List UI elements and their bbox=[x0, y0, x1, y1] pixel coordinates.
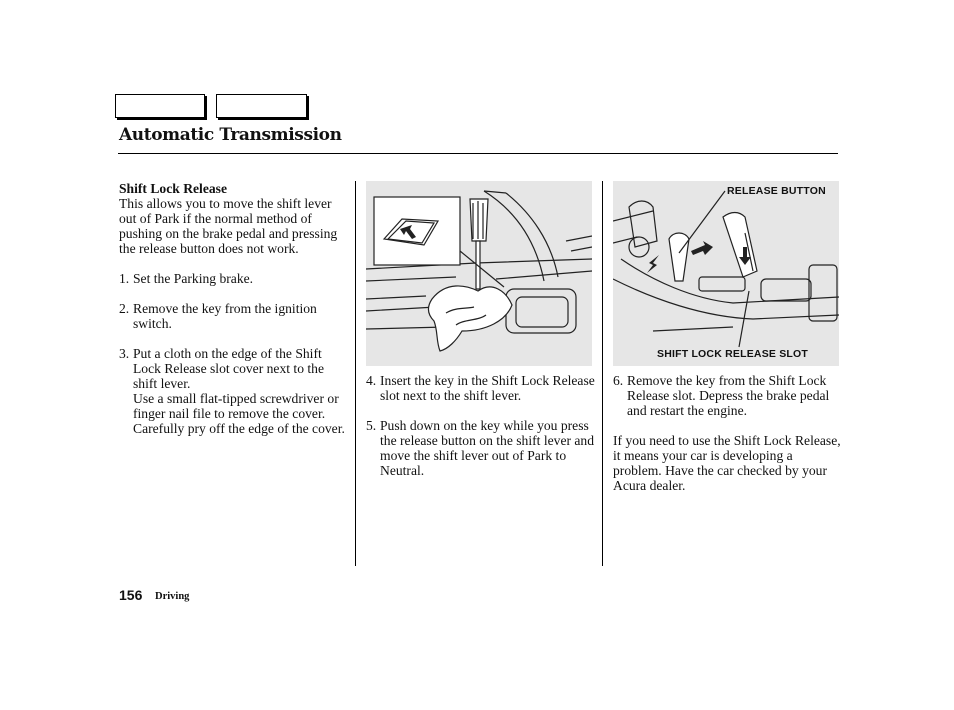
step-text: Set the Parking brake. bbox=[133, 271, 254, 286]
step-number: 1. bbox=[119, 271, 130, 286]
column-1 bbox=[119, 181, 347, 436]
step-5 bbox=[366, 418, 596, 478]
note-paragraph: If you need to use the Shift Lock Release, it means your car is developing a problem. Have the car checked by your Acura dealer. bbox=[613, 433, 841, 493]
callout-release-button: RELEASE BUTTON bbox=[727, 185, 826, 197]
step-number: 3. bbox=[119, 346, 130, 361]
nav-button-next[interactable] bbox=[216, 94, 307, 118]
page-number: 156 bbox=[119, 587, 143, 603]
title-divider bbox=[118, 153, 838, 154]
step-text: Insert the key in the Shift Lock Release slot next to the shift lever. bbox=[380, 373, 595, 403]
illustration-remove-cover-drawing bbox=[366, 181, 592, 366]
section-heading: Shift Lock Release bbox=[119, 181, 227, 196]
column-2 bbox=[366, 373, 596, 478]
section-name: Driving bbox=[155, 591, 190, 602]
step-text: Put a cloth on the edge of the Shift Lock Release slot cover next to the shift lever. bbox=[133, 346, 325, 391]
step-4 bbox=[366, 373, 596, 403]
intro-paragraph: This allows you to move the shift lever out of Park if the normal method of pushing on the brake pedal and pressing the release button does not work. bbox=[119, 196, 338, 256]
step-text: Push down on the key while you press the release button on the shift lever and move the shift lever out of Park to Neutral. bbox=[380, 418, 595, 478]
step-3 bbox=[119, 346, 347, 436]
step-number: 6. bbox=[613, 373, 624, 388]
illustration-release-slot bbox=[613, 181, 839, 366]
step-number: 2. bbox=[119, 301, 130, 316]
callout-shift-lock-release-slot: SHIFT LOCK RELEASE SLOT bbox=[657, 348, 809, 360]
step-text: Remove the key from the ignition switch. bbox=[133, 301, 317, 331]
illustration-release-slot-drawing bbox=[613, 181, 839, 366]
step-6 bbox=[613, 373, 843, 418]
illustration-remove-cover bbox=[366, 181, 592, 366]
step-2 bbox=[119, 301, 347, 331]
nav-button-previous[interactable] bbox=[115, 94, 205, 118]
step-1 bbox=[119, 271, 347, 286]
column-3 bbox=[613, 373, 843, 493]
step-text: Remove the key from the Shift Lock Release slot. Depress the brake pedal and restart the engine. bbox=[627, 373, 830, 418]
column-divider-2 bbox=[602, 181, 603, 566]
step-text-continued: Use a small flat-tipped screwdriver or finger nail file to remove the cover. Carefully pry off the edge of the cover. bbox=[133, 391, 345, 436]
column-divider-1 bbox=[355, 181, 356, 566]
step-number: 5. bbox=[366, 418, 377, 433]
step-number: 4. bbox=[366, 373, 377, 388]
page-title: Automatic Transmission bbox=[119, 125, 342, 145]
